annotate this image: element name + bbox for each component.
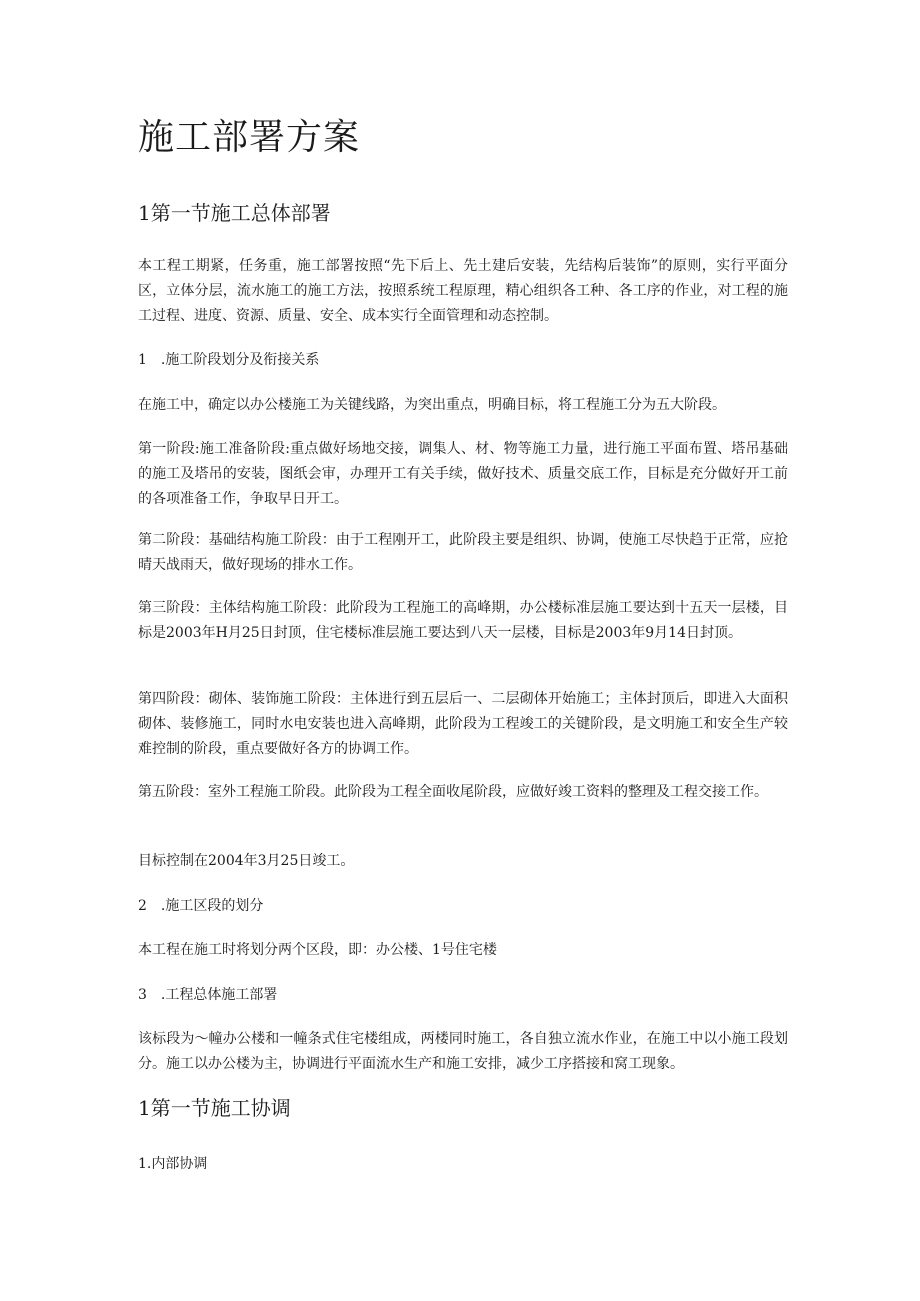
- subheading-section-division: 2 .施工区段的划分: [138, 898, 264, 914]
- document-title: 施工部署方案: [138, 117, 361, 158]
- stage-3-paragraph: 第三阶段：主体结构施工阶段：此阶段为工程施工的高峰期，办公楼标准层施工要达到十五天一层楼，目标是2003年H月25日封顶，住宅楼标准层施工要达到八天一层楼，目标是2003年9月14日封顶。: [138, 600, 788, 641]
- section-heading-coordination: 1第一节施工协调: [138, 1096, 291, 1120]
- stage-4-paragraph: 第四阶段：砌体、装饰施工阶段：主体进行到五层后一、二层砌体开始施工；主体封顶后，即进入大面积砌体、装修施工，同时水电安装也进入高峰期，此阶段为工程竣工的关键阶段，是文明施工和安全生产较难控制的阶段，重点要做好各方的协调工作。: [138, 691, 788, 757]
- subheading-internal-coordination: 1.内部协调: [138, 1156, 208, 1172]
- stage-division-intro: 在施工中，确定以办公楼施工为关键线路，为突出重点，明确目标，将工程施工分为五大阶段。: [138, 397, 726, 413]
- subheading-stage-division: 1 .施工阶段划分及衔接关系: [138, 352, 320, 368]
- section-heading-overall-deployment: 1第一节施工总体部署: [138, 201, 331, 225]
- section-division-text: 本工程在施工时将划分两个区段，即：办公楼、1号住宅楼: [138, 942, 497, 958]
- intro-paragraph: 本工程工期紧，任务重，施工部署按照“先下后上、先土建后安装，先结构后装饰”的原则，实行平面分区，立体分层，流水施工的施工方法，按照系统工程原理，精心组织各工种、各工序的作业，对工程的施工过程、进度、资源、质量、安全、成本实行全面管理和动态控制。: [138, 258, 788, 324]
- subheading-overall-deployment: 3 .工程总体施工部署: [138, 987, 278, 1003]
- stage-5-paragraph: 第五阶段：室外工程施工阶段。此阶段为工程全面收尾阶段，应做好竣工资料的整理及工程交接工作。: [138, 784, 768, 800]
- overall-deployment-paragraph: 该标段为〜幢办公楼和一幢条式住宅楼组成，两楼同时施工，各自独立流水作业，在施工中以小施工段划分。施工以办公楼为主，协调进行平面流水生产和施工安排，减少工序搭接和窝工现象。: [138, 1031, 788, 1072]
- target-completion-text: 目标控制在2004年3月25日竣工。: [138, 853, 355, 869]
- stage-1-paragraph: 第一阶段:施工准备阶段:重点做好场地交接，调集人、材、物等施工力量，进行施工平面布置、塔吊基础的施工及塔吊的安装，图纸会审，办理开工有关手续，做好技术、质量交底工作，目标是充分做好开工前的各项准备工作，争取早日开工。: [138, 441, 788, 507]
- stage-2-paragraph: 第二阶段：基础结构施工阶段：由于工程刚开工，此阶段主要是组织、协调，使施工尽快趋于正常，应抢晴天战雨天，做好现场的排水工作。: [138, 532, 788, 573]
